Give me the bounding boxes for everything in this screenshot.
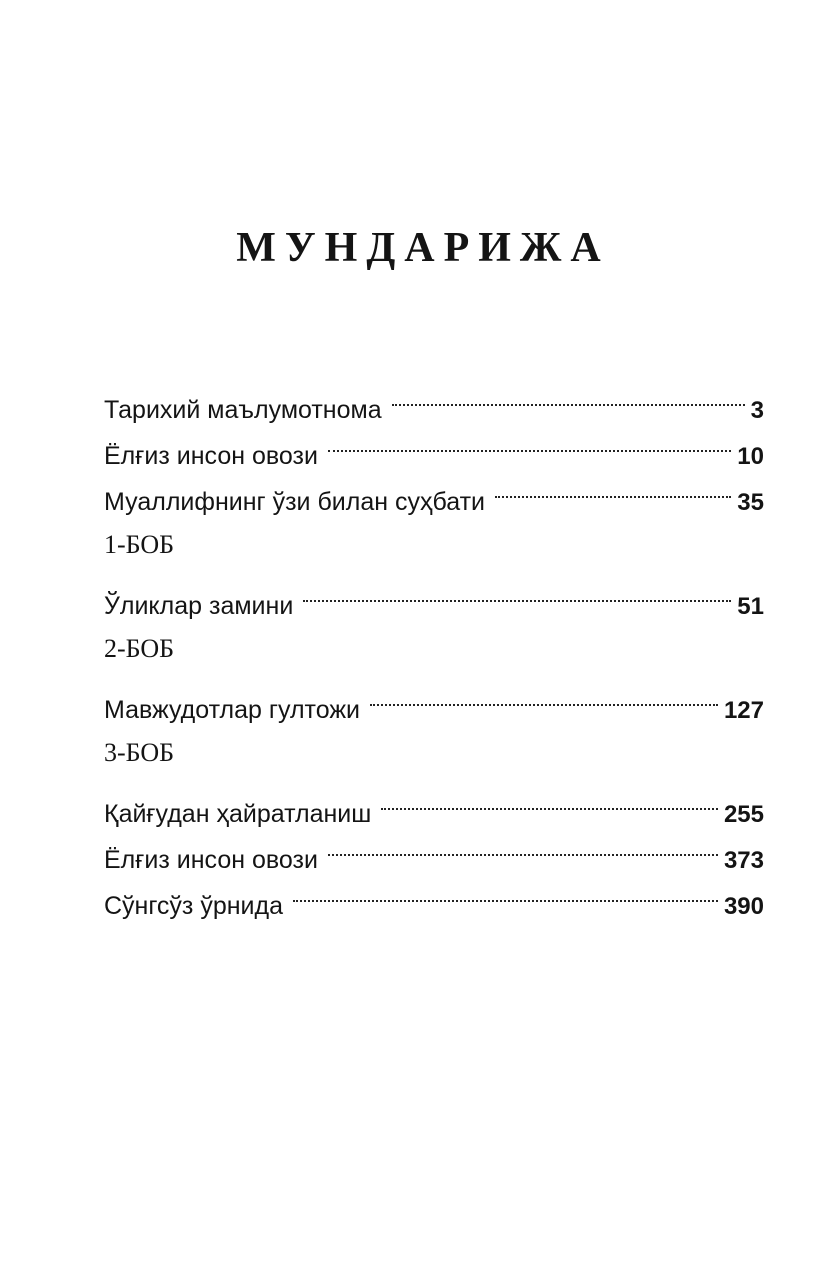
toc-entry[interactable]	[104, 372, 764, 424]
toc-entry-label: Сўнгсўз ўрнида	[104, 892, 284, 920]
dot-leader	[303, 568, 731, 614]
toc-entry-page: 3	[750, 397, 764, 424]
dot-leader	[392, 372, 745, 418]
page-title: МУНДАРИЖА	[236, 225, 610, 271]
dot-leader	[381, 776, 718, 822]
toc-entry[interactable]	[104, 776, 764, 828]
chapter-heading: 2-БОБ	[104, 634, 175, 663]
toc-entry-label: Муаллифнинг ўзи билан суҳбати	[104, 488, 485, 516]
table-of-contents	[104, 372, 764, 920]
toc-entry-page: 127	[723, 697, 764, 724]
dot-leader	[370, 672, 718, 718]
toc-entry-page: 255	[723, 801, 764, 828]
toc-entry-page: 35	[737, 489, 764, 516]
dot-leader	[328, 418, 731, 464]
dot-leader	[293, 868, 718, 914]
toc-entry-label: Мавжудотлар гултожи	[104, 696, 361, 724]
toc-entry-page: 373	[723, 847, 764, 874]
toc-entry[interactable]	[104, 568, 764, 620]
toc-entry-label: Ёлғиз инсон овози	[104, 442, 318, 470]
dot-leader	[328, 822, 718, 868]
chapter-heading: 3-БОБ	[104, 738, 175, 767]
toc-entry-label: Ёлғиз инсон овози	[104, 846, 318, 874]
chapter-heading: 1-БОБ	[104, 530, 175, 559]
toc-entry[interactable]	[104, 672, 764, 724]
toc-entry-label: Қайғудан ҳайратланиш	[104, 800, 372, 828]
toc-entry-page: 51	[737, 593, 764, 620]
toc-entry-label: Тарихий маълумотнома	[104, 396, 382, 424]
toc-entry-page: 390	[723, 893, 764, 920]
dot-leader	[495, 464, 731, 510]
toc-entry-page: 10	[737, 443, 764, 470]
toc-entry-label: Ўликлар замини	[104, 592, 294, 620]
